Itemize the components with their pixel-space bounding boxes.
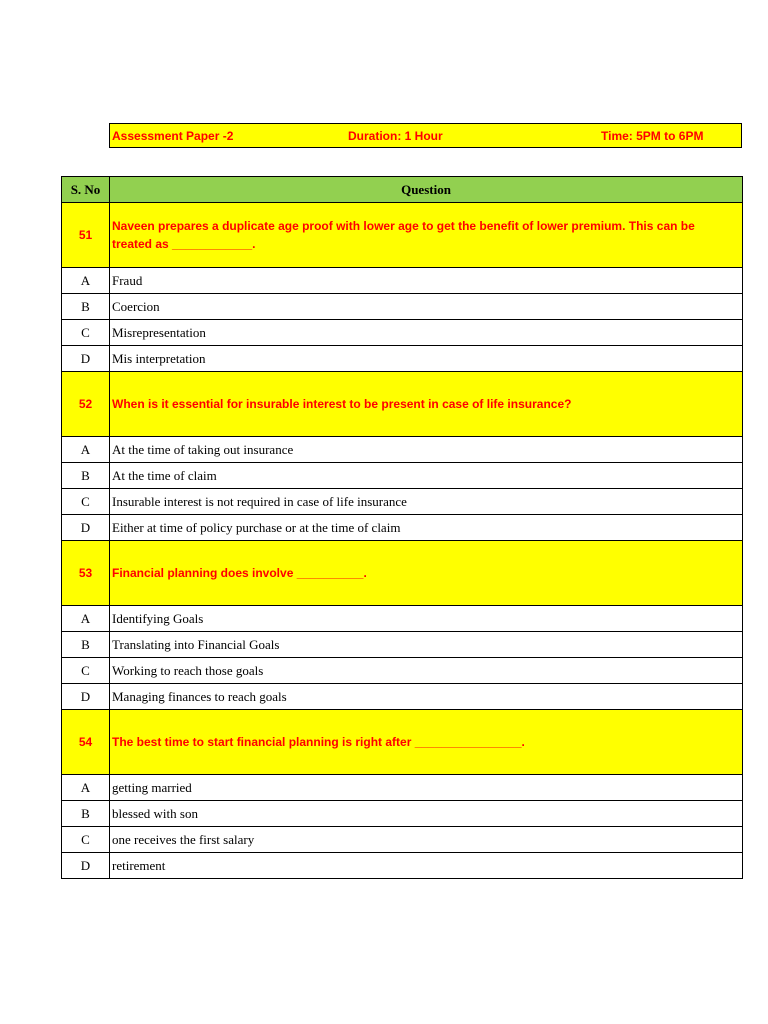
- option-text: Mis interpretation: [110, 346, 743, 372]
- option-text: getting married: [110, 775, 743, 801]
- option-row: [62, 775, 743, 801]
- option-letter: D: [62, 684, 110, 710]
- table-header-row: [62, 177, 743, 203]
- question-column-header: Question: [110, 177, 743, 203]
- option-row: [62, 515, 743, 541]
- option-letter: C: [62, 827, 110, 853]
- option-row: [62, 320, 743, 346]
- question-text: Naveen prepares a duplicate age proof with lower age to get the benefit of lower premium. This can be treated as ____________.: [110, 203, 743, 268]
- option-row: [62, 658, 743, 684]
- question-row: [62, 541, 743, 606]
- question-text: Financial planning does involve __________.: [110, 541, 743, 606]
- option-letter: C: [62, 489, 110, 515]
- question-number: 52: [62, 372, 110, 437]
- option-row: [62, 684, 743, 710]
- option-row: [62, 346, 743, 372]
- question-row: [62, 203, 743, 268]
- option-row: [62, 294, 743, 320]
- option-text: Working to reach those goals: [110, 658, 743, 684]
- option-letter: D: [62, 515, 110, 541]
- duration-label: Duration: 1 Hour: [348, 129, 443, 143]
- option-text: Identifying Goals: [110, 606, 743, 632]
- option-row: [62, 489, 743, 515]
- option-letter: D: [62, 853, 110, 879]
- question-table-body: [62, 203, 743, 879]
- option-text: Coercion: [110, 294, 743, 320]
- option-letter: B: [62, 801, 110, 827]
- question-row: [62, 710, 743, 775]
- option-text: Fraud: [110, 268, 743, 294]
- option-text: Either at time of policy purchase or at the time of claim: [110, 515, 743, 541]
- option-text: Misrepresentation: [110, 320, 743, 346]
- option-text: retirement: [110, 853, 743, 879]
- option-letter: D: [62, 346, 110, 372]
- option-row: [62, 827, 743, 853]
- option-text: Translating into Financial Goals: [110, 632, 743, 658]
- option-letter: C: [62, 320, 110, 346]
- option-row: [62, 632, 743, 658]
- option-row: [62, 801, 743, 827]
- option-text: At the time of taking out insurance: [110, 437, 743, 463]
- question-number: 51: [62, 203, 110, 268]
- option-row: [62, 268, 743, 294]
- option-letter: B: [62, 632, 110, 658]
- time-label: Time: 5PM to 6PM: [601, 129, 704, 143]
- option-row: [62, 606, 743, 632]
- question-row: [62, 372, 743, 437]
- option-row: [62, 853, 743, 879]
- question-text: When is it essential for insurable interest to be present in case of life insurance?: [110, 372, 743, 437]
- option-letter: A: [62, 437, 110, 463]
- paper-title: Assessment Paper -2: [112, 129, 234, 143]
- question-number: 53: [62, 541, 110, 606]
- option-letter: B: [62, 294, 110, 320]
- sno-column-header: S. No: [62, 177, 110, 203]
- option-text: Managing finances to reach goals: [110, 684, 743, 710]
- option-text: one receives the first salary: [110, 827, 743, 853]
- option-row: [62, 463, 743, 489]
- option-text: blessed with son: [110, 801, 743, 827]
- question-number: 54: [62, 710, 110, 775]
- option-letter: C: [62, 658, 110, 684]
- option-text: At the time of claim: [110, 463, 743, 489]
- option-row: [62, 437, 743, 463]
- assessment-header: [109, 123, 742, 148]
- question-text: The best time to start financial planning is right after ________________.: [110, 710, 743, 775]
- option-letter: B: [62, 463, 110, 489]
- question-table: [61, 176, 743, 879]
- option-letter: A: [62, 606, 110, 632]
- option-text: Insurable interest is not required in case of life insurance: [110, 489, 743, 515]
- option-letter: A: [62, 268, 110, 294]
- option-letter: A: [62, 775, 110, 801]
